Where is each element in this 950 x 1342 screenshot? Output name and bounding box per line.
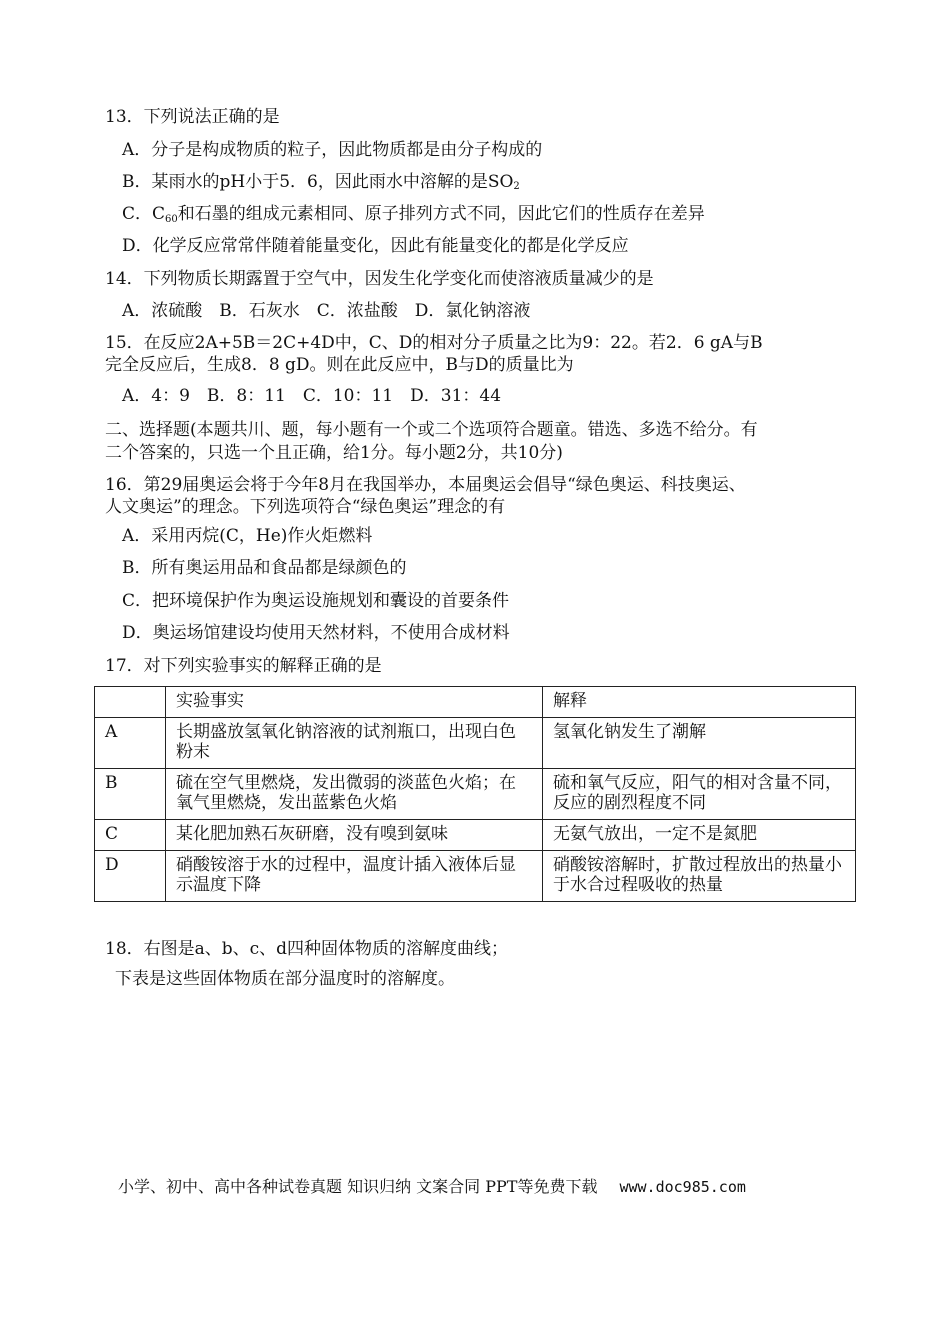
table-row [95, 820, 856, 851]
q16-option-d: D．奥运场馆建设均使用天然材料，不使用合成材料 [122, 623, 510, 643]
table-cell-fact: 某化肥加熟石灰研磨，没有嗅到氨味 [166, 820, 543, 851]
table-cell-label: B [95, 769, 166, 820]
q13-option-c-text: 和石墨的组成元素相同、原子排列方式不同，因此它们的性质存在差异 [177, 204, 705, 224]
table-cell-explanation: 硫和氧气反应，阳气的相对含量不同，反应的剧烈程度不同 [543, 769, 856, 820]
q16-option-a: A．采用丙烷(C，He)作火炬燃料 [122, 526, 373, 546]
q18-stem-line-2: 下表是这些固体物质在部分温度时的溶解度。 [115, 969, 455, 989]
table-cell-fact: 长期盛放氢氧化钠溶液的试剂瓶口，出现白色粉末 [166, 718, 543, 769]
q13-stem: 13．下列说法正确的是 [105, 107, 280, 127]
page-footer [118, 1177, 746, 1197]
q18-stem-line-1: 18．右图是a、b、c、d四种固体物质的溶解度曲线； [105, 939, 509, 959]
table-row [95, 769, 856, 820]
table-cell-explanation: 硝酸铵溶解时，扩散过程放出的热量小于水合过程吸收的热量 [543, 851, 856, 902]
table-cell-fact: 硫在空气里燃烧，发出微弱的淡蓝色火焰；在氧气里燃烧，发出蓝紫色火焰 [166, 769, 543, 820]
q13-option-b [122, 171, 520, 198]
table-header-row [95, 687, 856, 718]
q15-stem-line-1: 15．在反应2A+5B＝2C+4D中，C、D的相对分子质量之比为9：22。若2．6 gA与B [105, 333, 763, 353]
footer-text: 小学、初中、高中各种试卷真题 知识归纳 文案合同 PPT等免费下载 [118, 1177, 598, 1196]
q13-option-b-subscript: 2 [513, 181, 520, 192]
q13-option-c [122, 203, 705, 231]
table-header-cell: 解释 [543, 687, 856, 718]
table-cell-explanation: 氢氧化钠发生了潮解 [543, 718, 856, 769]
table-header-cell: 实验事实 [166, 687, 543, 718]
table-cell-label: D [95, 851, 166, 902]
table-row [95, 718, 856, 769]
q13-option-b-text: B．某雨水的pH小于5．6，因此雨水中溶解的是SO [122, 172, 514, 192]
q15-stem-line-2: 完全反应后，生成8．8 gD。则在此反应中，B与D的质量比为 [105, 355, 574, 375]
q16-stem-line-1: 16．第29届奥运会将于今年8月在我国举办，本届奥运会倡导“绿色奥运、科技奥运、 [105, 475, 746, 495]
q13-option-c-subscript: 60 [165, 214, 178, 225]
q14-options: A．浓硫酸 B．石灰水 C．浓盐酸 D．氯化钠溶液 [122, 301, 531, 321]
q16-option-c: C．把环境保护作为奥运设施规划和囊设的首要条件 [122, 591, 510, 611]
section2-line-1: 二、选择题(本题共川、题，每小题有一个或二个选项符合题童。错选、多选不给分。有 [105, 420, 758, 440]
section2-line-2: 二个答案的，只选一个且正确，给1分。每小题2分，共10分) [105, 443, 563, 463]
q13-option-c-prefix: C．C [122, 204, 166, 224]
table-cell-label: C [95, 820, 166, 851]
q13-option-d: D．化学反应常常伴随着能量变化，因此有能量变化的都是化学反应 [122, 236, 629, 256]
q16-option-b: B．所有奥运用品和食品都是绿颜色的 [122, 558, 407, 578]
q15-options: A．4：9 B．8：11 C．10：11 D．31：44 [122, 386, 502, 406]
table-cell-explanation: 无氨气放出，一定不是氮肥 [543, 820, 856, 851]
q13-option-a: A．分子是构成物质的粒子，因此物质都是由分子构成的 [122, 140, 543, 160]
q17-table [94, 686, 856, 902]
table-row [95, 851, 856, 902]
q16-stem-line-2: 人文奥运”的理念。下列选项符合“绿色奥运”理念的有 [105, 497, 506, 517]
footer-url: www.doc985.com [619, 1178, 746, 1196]
table-cell-label: A [95, 718, 166, 769]
q14-stem: 14．下列物质长期露置于空气中，因发生化学变化而使溶液质量减少的是 [105, 269, 654, 289]
table-header-cell [95, 687, 166, 718]
q17-stem: 17．对下列实验事实的解释正确的是 [105, 656, 382, 676]
table-cell-fact: 硝酸铵溶于水的过程中，温度计插入液体后显示温度下降 [166, 851, 543, 902]
